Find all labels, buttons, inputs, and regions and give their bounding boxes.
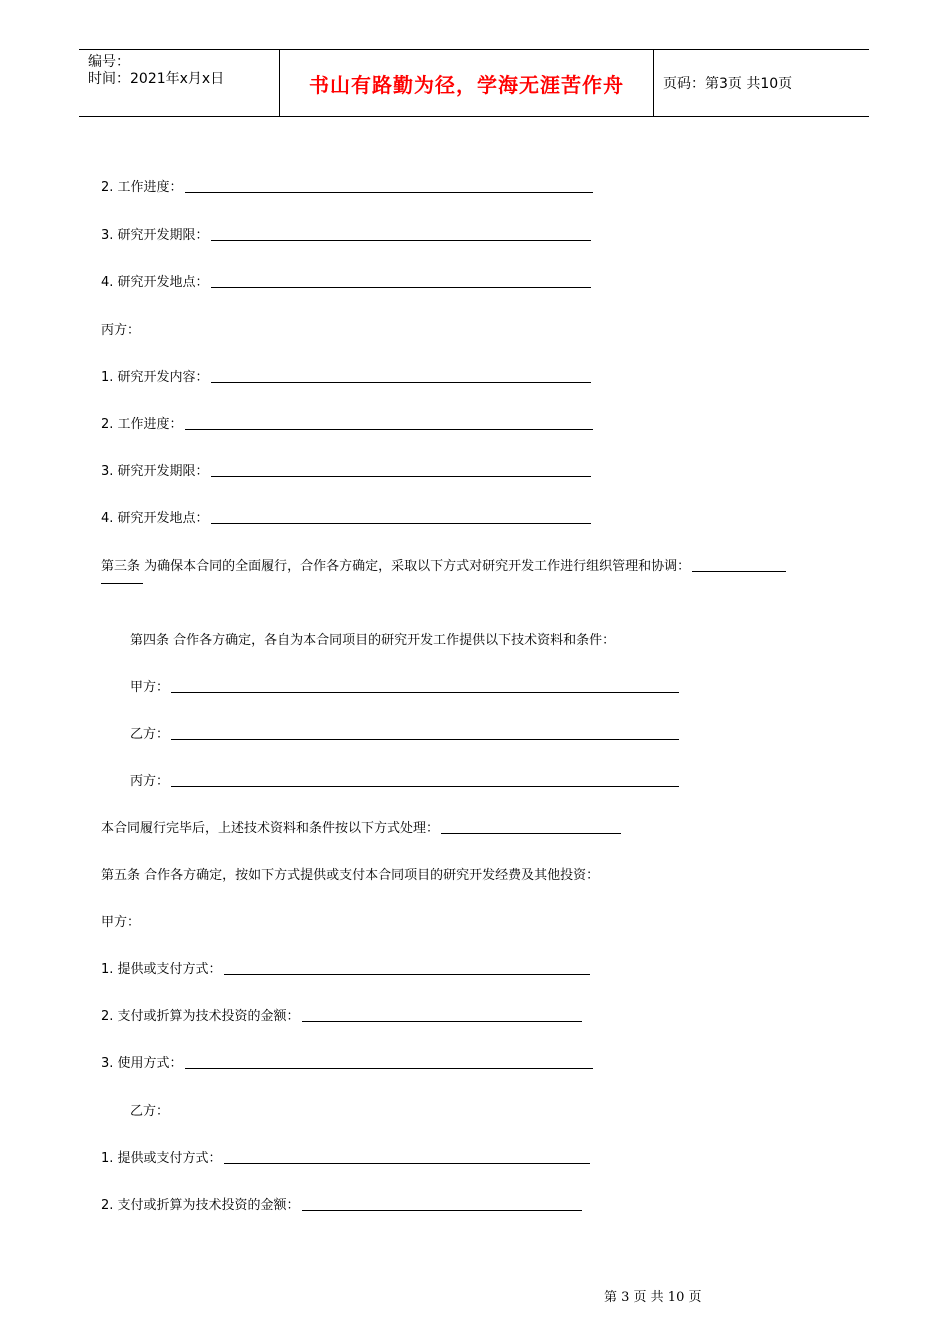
- fill-blank: [211, 286, 591, 288]
- fill-blank: [211, 522, 591, 524]
- fill-blank: [185, 1067, 593, 1069]
- header-page-info: 页码：第3页 共10页: [663, 76, 793, 92]
- time-label: 时间：2021年x月x日: [88, 71, 225, 87]
- line-location: 4. 研究开发地点：: [101, 507, 591, 526]
- article-three: 第三条 为确保本合同的全面履行，合作各方确定，采取以下方式对研究开发工作进行组织管理和协调：: [101, 555, 786, 574]
- line-after-completion: 本合同履行完毕后，上述技术资料和条件按以下方式处理：: [101, 817, 621, 836]
- line-progress: 2. 工作进度：: [101, 413, 593, 432]
- article-four: 第四条 合作各方确定，各自为本合同项目的研究开发工作提供以下技术资料和条件：: [130, 633, 616, 648]
- fill-blank: [211, 475, 591, 477]
- fill-blank: [171, 785, 679, 787]
- header-meta: [79, 50, 280, 116]
- page-header: [79, 49, 869, 117]
- article-three-continuation: [101, 582, 143, 586]
- fill-blank: [302, 1020, 582, 1022]
- line-content: 1. 研究开发内容：: [101, 366, 591, 385]
- code-label: 编号：: [88, 54, 130, 70]
- fill-blank: [302, 1209, 582, 1211]
- fill-blank: [692, 570, 786, 572]
- fill-blank: [224, 1162, 590, 1164]
- article-five: 第五条 合作各方确定，按如下方式提供或支付本合同项目的研究开发经费及其他投资：: [101, 868, 600, 883]
- line-investment-amount: 2. 支付或折算为技术投资的金额：: [101, 1194, 582, 1213]
- motto: 书山有路勤为径，学海无涯苦作舟: [309, 72, 624, 97]
- party-a-heading: 甲方：: [101, 915, 141, 930]
- line-location: 4. 研究开发地点：: [101, 271, 591, 290]
- line-payment-method: 1. 提供或支付方式：: [101, 1147, 590, 1166]
- header-motto-cell: [280, 50, 654, 116]
- line-investment-amount: 2. 支付或折算为技术投资的金额：: [101, 1005, 582, 1024]
- line-party-b: 乙方：: [130, 723, 679, 742]
- line-period: 3. 研究开发期限：: [101, 460, 591, 479]
- line-usage: 3. 使用方式：: [101, 1052, 593, 1071]
- fill-blank: [441, 832, 621, 834]
- party-b-heading: 乙方：: [130, 1104, 170, 1119]
- line-party-a: 甲方：: [130, 676, 679, 695]
- fill-blank: [171, 691, 679, 693]
- fill-blank: [101, 582, 143, 584]
- fill-blank: [211, 381, 591, 383]
- page-footer: 第 3 页 共 10 页: [604, 1290, 702, 1305]
- line-party-c: 丙方：: [130, 770, 679, 789]
- fill-blank: [211, 239, 591, 241]
- line-progress: 2. 工作进度：: [101, 176, 593, 195]
- party-c-heading: 丙方：: [101, 323, 141, 338]
- fill-blank: [171, 738, 679, 740]
- line-period: 3. 研究开发期限：: [101, 224, 591, 243]
- fill-blank: [185, 428, 593, 430]
- line-payment-method: 1. 提供或支付方式：: [101, 958, 590, 977]
- fill-blank: [224, 973, 590, 975]
- fill-blank: [185, 191, 593, 193]
